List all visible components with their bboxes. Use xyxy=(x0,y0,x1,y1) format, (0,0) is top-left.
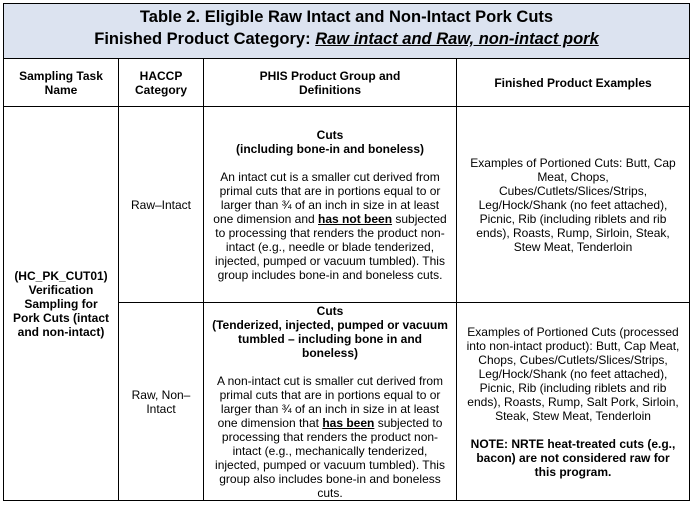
haccp-category-non-intact: Raw, Non–Intact xyxy=(119,303,204,501)
group-title-non-intact xyxy=(204,304,456,360)
phis-group-non-intact xyxy=(204,303,457,501)
haccp-category-intact: Raw–Intact xyxy=(119,107,204,303)
definition-text: subjected to processing that renders the product non-intact (e.g., mechanically tenderized, injected, pumped or vacuum tumbled). This group also includes bone-in and boneless cuts. xyxy=(215,415,445,500)
definition-text: subjected to processing that renders the product non- intact (e.g., needle or blade tenderized, injected, pumped or vacuum tumbled). This group includes bone-in and boneless cuts. xyxy=(215,211,447,282)
examples-text: Examples of Portioned Cuts (processed into non-intact product): Butt, Cap Meat, Chops, Cubes/Cutlets/Slices/Strips, Leg/Hock/Shank (no feet attached), Picnic, Rib (including riblets and rib ends), Roasts, Rump, Salt Pork, Sirloin, Steak, Stew Meat, Tenderloin xyxy=(466,324,680,423)
header-task-name: Sampling Task Name xyxy=(4,59,119,107)
sampling-task-name: (HC_PK_CUT01) Verification Sampling for Pork Cuts (intact and non-intact) xyxy=(4,107,119,501)
header-haccp: HACCP Category xyxy=(119,59,204,107)
category-label: Finished Product Category: xyxy=(94,30,316,48)
definition-text: A non-intact cut is smaller cut derived from primal cuts that are in portions equal to or larger than ¾ of an inch in size in at least one dimension that xyxy=(216,373,444,430)
definition-text: An intact cut is a smaller cut derived from primal cuts that are in portions equal to or larger than ¾ of an inch in size in at least one dimension and xyxy=(213,169,441,226)
group-heading: Cuts xyxy=(316,127,344,142)
examples-intact: Examples of Portioned Cuts: Butt, Cap Meat, Chops, Cubes/Cutlets/Slices/Strips, Leg/Hock/Shank (no feet attached), Picnic, Rib (including riblets and rib ends), Roasts, Rump, Sirloin, Steak, Stew Meat, Tenderloin xyxy=(457,107,690,303)
header-examples: Finished Product Examples xyxy=(457,59,690,107)
table-title-line1: Table 2. Eligible Raw Intact and Non-Intact Pork Cuts xyxy=(139,8,554,26)
examples-note: NOTE: NRTE heat-treated cuts (e.g., bacon) are not considered raw for this program. xyxy=(470,436,676,479)
definition-emphasis: has been xyxy=(322,415,375,430)
definition-emphasis: has not been xyxy=(318,211,393,226)
group-subheading: (including bone-in and boneless) xyxy=(236,141,424,156)
table-title-line2 xyxy=(4,28,689,50)
pork-cuts-table xyxy=(3,3,690,501)
group-title-intact xyxy=(204,128,456,156)
header-phis: PHIS Product Group and Definitions xyxy=(204,59,457,107)
group-heading: Cuts xyxy=(316,303,344,318)
group-definition-intact xyxy=(204,170,456,282)
category-value: Raw intact and Raw, non-intact pork xyxy=(315,30,599,48)
group-definition-non-intact xyxy=(204,374,456,500)
table-title xyxy=(4,4,690,59)
group-subheading: (Tenderized, injected, pumped or vacuum tumbled – including bone in and boneless) xyxy=(212,317,448,360)
phis-group-intact xyxy=(204,107,457,303)
examples-non-intact xyxy=(457,303,690,501)
